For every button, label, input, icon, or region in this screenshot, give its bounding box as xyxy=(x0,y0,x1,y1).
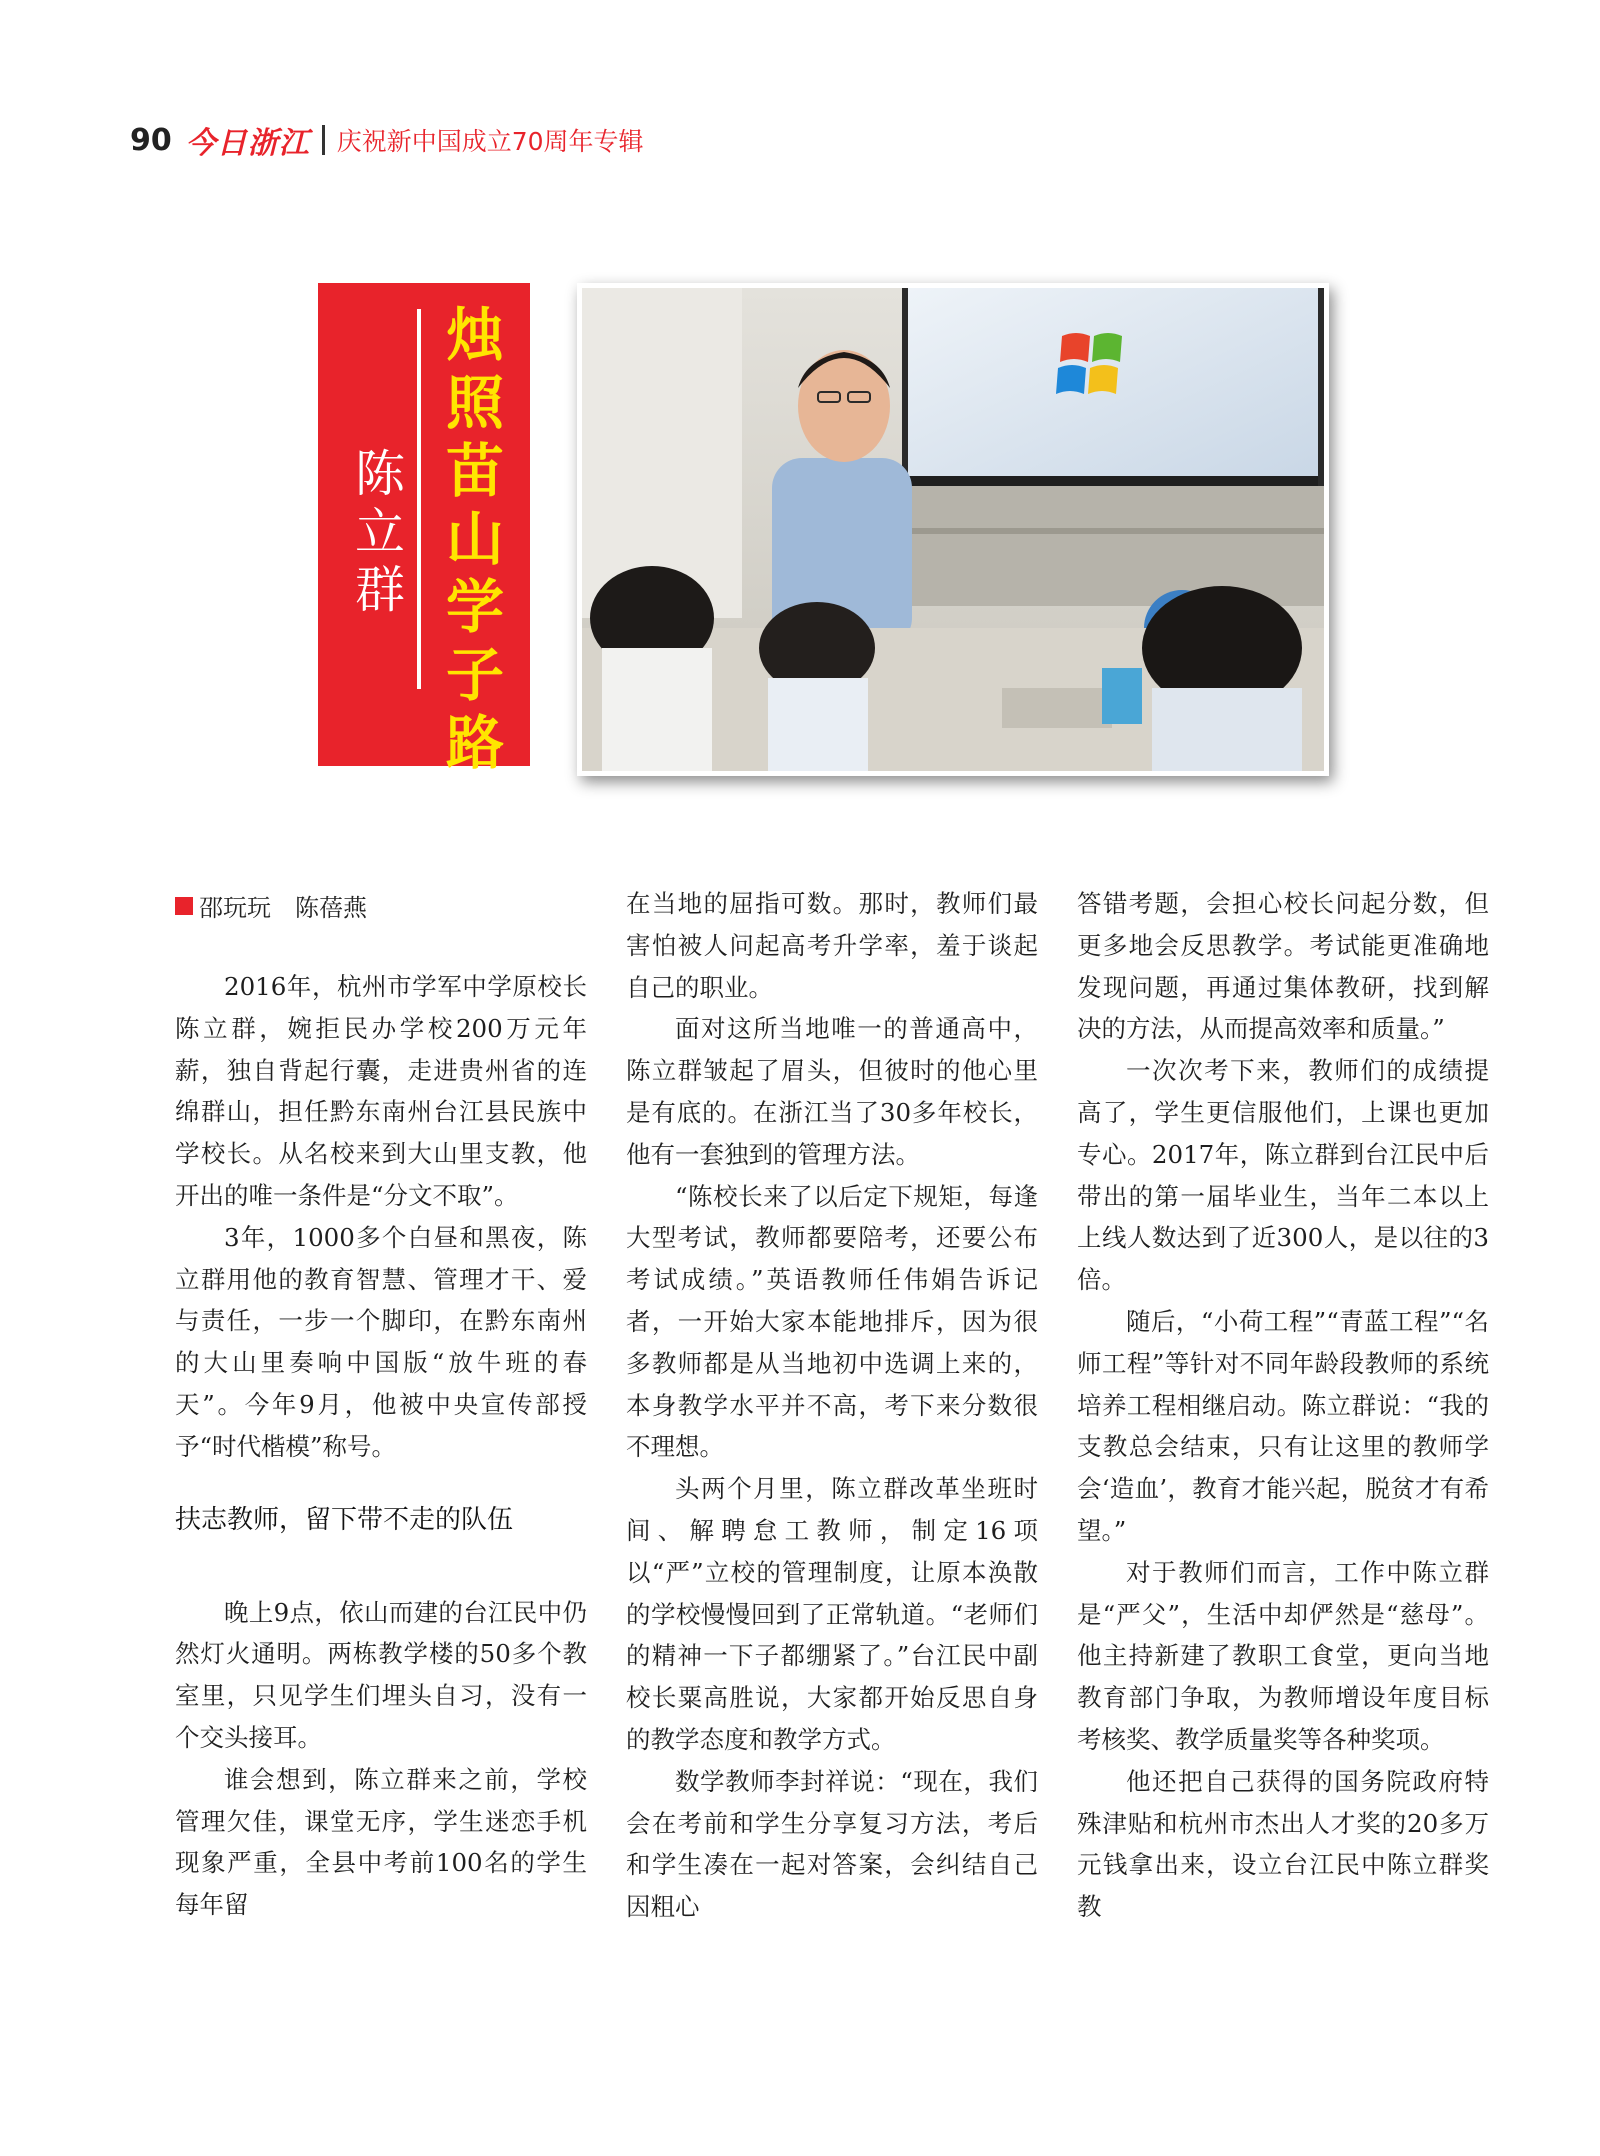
title-divider xyxy=(417,309,421,689)
paragraph: 晚上9点，依山而建的台江民中仍然灯火通明。两栋教学楼的50多个教室里，只见学生们埋头自习，没有一个交头接耳。 xyxy=(175,1597,587,1752)
classroom-photo xyxy=(582,288,1324,771)
text-column-2 xyxy=(626,883,1038,1928)
paragraph: “陈校长来了以后定下规矩，每逢大型考试，教师都要陪考，还要公布考试成绩。”英语教师任伟娟告诉记者，一开始大家本能地排斥，因为很多教师都是从当地初中选调上来的，本身教学水平并不高，考下来分数很不理想。 xyxy=(626,1181,1038,1462)
section-heading: 扶志教师，留下带不走的队伍 xyxy=(175,1504,514,1535)
magazine-logo: 今日浙江 xyxy=(185,126,310,161)
paragraph: 在当地的屈指可数。那时，教师们最害怕被人问起高考升学率，羞于谈起自己的职业。 xyxy=(626,889,1038,1002)
article-photo xyxy=(577,283,1329,776)
paragraph: 数学教师李封祥说：“现在，我们会在考前和学生分享复习方法，考后和学生凑在一起对答案，会纠结自己因粗心 xyxy=(626,1766,1038,1922)
page-header xyxy=(130,118,644,162)
text-column-3 xyxy=(1077,883,1489,1928)
paragraph: 谁会想到，陈立群来之前，学校管理欠佳，课堂无序，学生迷恋手机现象严重，全县中考前100名的学生每年留 xyxy=(175,1764,587,1920)
title-banner xyxy=(318,283,530,777)
byline-marker xyxy=(175,897,193,915)
paragraph: 3年，1000多个白昼和黑夜，陈立群用他的教育智慧、管理才干、爱与责任，一步一个脚印，在黔东南州的大山里奏响中国版“放牛班的春天”。今年9月，他被中央宣传部授予“时代楷模”称号。 xyxy=(175,1222,587,1461)
paragraph: 随后，“小荷工程”“青蓝工程”“名师工程”等针对不同年龄段教师的系统培养工程相继启动。陈立群说：“我的支教总会结束，只有让这里的教师学会‘造血’，教育才能兴起，脱贫才有希望。” xyxy=(1077,1306,1489,1545)
authors: 邵玩玩 陈蓓燕 xyxy=(199,894,367,922)
profile-name: 陈立群 xyxy=(355,445,405,619)
paragraph: 他还把自己获得的国务院政府特殊津贴和杭州市杰出人才奖的20多万元钱拿出来，设立台江民中陈立群奖教 xyxy=(1077,1766,1489,1922)
paragraph: 头两个月里，陈立群改革坐班时间、解聘怠工教师，制定16项以“严”立校的管理制度，让原本涣散的学校慢慢回到了正常轨道。“老师们的精神一下子都绷紧了。”台江民中副校长粟高胜说，大家都开始反思自身的教学态度和教学方式。 xyxy=(626,1474,1038,1754)
paragraph: 对于教师们而言，工作中陈立群是“严父”，生活中却俨然是“慈母”。他主持新建了教职工食堂，更向当地教育部门争取，为教师增设年度目标考核奖、教学质量奖等各种奖项。 xyxy=(1077,1557,1489,1754)
paragraph: 面对这所当地唯一的普通高中，陈立群皱起了眉头，但彼时的他心里是有底的。在浙江当了30多年校长，他有一套独到的管理方法。 xyxy=(626,1014,1038,1169)
header-divider xyxy=(322,125,325,155)
paragraph: 一次次考下来，教师们的成绩提高了，学生更信服他们，上课也更加专心。2017年，陈立群到台江民中后带出的第一届毕业生，当年二本以上上线人数达到了近300人，是以往的3倍。 xyxy=(1077,1056,1489,1295)
byline xyxy=(175,888,367,923)
paragraph: 答错考题，会担心校长问起分数，但更多地会反思教学。考试能更准确地发现问题，再通过集体教研，找到解决的方法，从而提高效率和质量。” xyxy=(1077,889,1489,1044)
page-number: 90 xyxy=(130,122,172,158)
special-issue-label: 庆祝新中国成立70周年专辑 xyxy=(336,127,644,156)
article-title: 烛照苗山学子路 xyxy=(445,301,504,777)
paragraph: 2016年，杭州市学军中学原校长陈立群，婉拒民办学校200万元年薪，独自背起行囊，走进贵州省的连绵群山，担任黔东南州台江县民族中学校长。从名校来到大山里支教，他开出的唯一条件是“分文不取”。 xyxy=(175,972,587,1210)
text-column-1 xyxy=(175,966,587,1926)
